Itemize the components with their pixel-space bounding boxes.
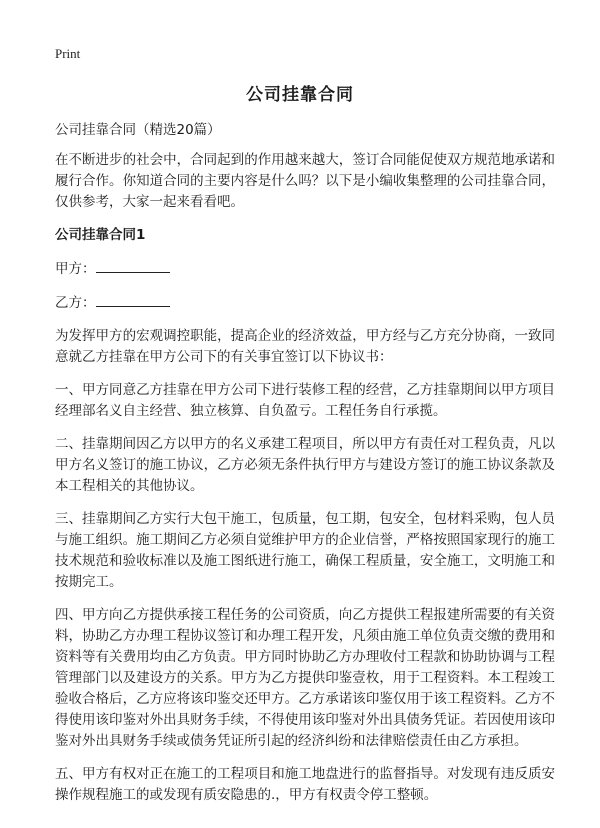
- party-b-line: [55, 292, 555, 313]
- document-subtitle: 公司挂靠合同（精选20篇）: [55, 122, 221, 138]
- section-heading: 公司挂靠合同1: [55, 227, 146, 243]
- print-link[interactable]: Print: [55, 46, 81, 61]
- preamble-paragraph: 为发挥甲方的宏观调控职能，提高企业的经济效益，甲方经与乙方充分协商，一致同意就乙方挂靠在甲方公司下的有关事宜签订以下协议书：: [55, 328, 555, 365]
- party-a-blank: [96, 258, 170, 273]
- clause-2-paragraph: 二、挂靠期间因乙方以甲方的名义承建工程项目，所以甲方有责任对工程负责，凡以甲方名义签订的施工协议，乙方必须无条件执行甲方与建设方签订的施工协议条款及本工程相关的其他协议。: [55, 436, 555, 494]
- clause-5-paragraph: 五、甲方有权对正在施工的工程项目和施工地盘进行的监督指导。对发现有违反质安操作规程施工的或发现有质安隐患的.，甲方有权责令停工整顿。: [55, 766, 555, 803]
- party-a-line: [55, 258, 555, 279]
- document-title: 公司挂靠合同: [246, 85, 354, 105]
- document-body: [55, 120, 555, 818]
- clause-1-paragraph: 一、甲方同意乙方挂靠在甲方公司下进行装修工程的经营，乙方挂靠期间以甲方项目经理部名义自主经营、独立核算、自负盈亏。工程任务自行承揽。: [55, 382, 555, 419]
- party-a-label: 甲方：: [55, 261, 96, 277]
- party-b-blank: [96, 292, 170, 307]
- party-b-label: 乙方：: [55, 295, 96, 311]
- intro-paragraph: 在不断进步的社会中，合同起到的作用越来越大，签订合同能促使双方规范地承诺和履行合作。你知道合同的主要内容是什么吗？以下是小编收集整理的公司挂靠合同，仅供参考，大家一起来看看吧。: [55, 152, 555, 210]
- clause-3-paragraph: 三、挂靠期间乙方实行大包干施工，包质量，包工期，包安全，包材料采购，包人员与施工组织。施工期间乙方必须自觉维护甲方的企业信誉，严格按照国家现行的施工技术规范和验收标准以及施工图纸进行施工，确保工程质量，安全施工，文明施工和按期完工。: [55, 511, 555, 590]
- clause-4-paragraph: 四、甲方向乙方提供承接工程任务的公司资质，向乙方提供工程报建所需要的有关资料，协助乙方办理工程协议签订和办理工程开发，凡须由施工单位负责交缴的费用和资料等有关费用均由乙方负责。甲方同时协助乙方办理收付工程款和协助协调与工程管理部门以及建设方的关系。甲方为乙方提供印鉴壹枚，用于工程资料。本工程竣工验收合格后，乙方应将该印鉴交还甲方。乙方承诺该印鉴仅用于该工程资料。乙方不得使用该印鉴对外出具财务手续，不得使用该印鉴对外出具债务凭证。若因使用该印鉴对外出具财务手续或债务凭证所引起的经济纠纷和法律赔偿责任由乙方承担。: [55, 607, 555, 749]
